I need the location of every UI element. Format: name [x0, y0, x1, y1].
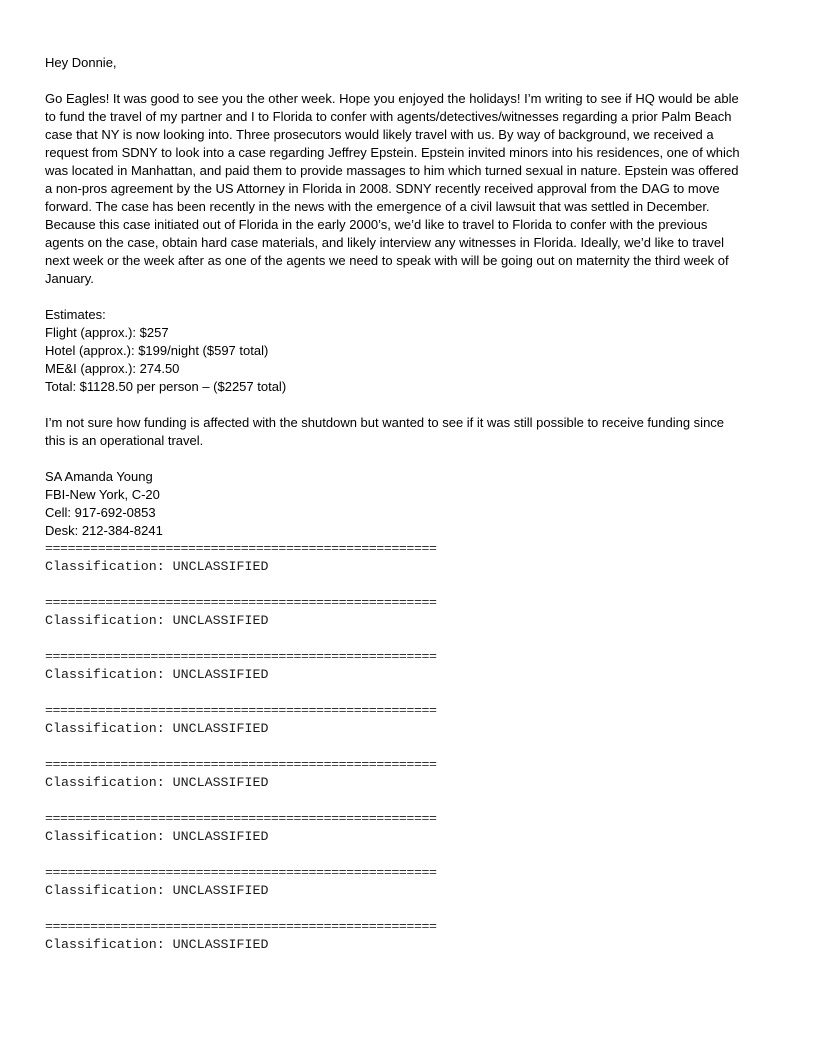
classification-label: Classification: UNCLASSIFIED	[45, 829, 269, 844]
classification-label: Classification: UNCLASSIFIED	[45, 613, 269, 628]
signature-office: FBI-New York, C-20	[45, 487, 160, 502]
email-document	[45, 54, 771, 972]
classification-banner	[45, 918, 771, 954]
classification-banner	[45, 648, 771, 684]
classification-label: Classification: UNCLASSIFIED	[45, 721, 269, 736]
classification-label: Classification: UNCLASSIFIED	[45, 937, 269, 952]
banner-rule: ====================================================	[45, 865, 437, 880]
body-line: Because this case initiated out of Florida in the early 2000’s, we’d like to travel to Florida to confer with the previous	[45, 217, 708, 232]
body-line: was located in Manhattan, and paid them to provide massages to him which turned sexual in nature. Epstein was offered	[45, 163, 739, 178]
banner-rule: ====================================================	[45, 757, 437, 772]
classification-banner	[45, 540, 771, 576]
body-line: January.	[45, 271, 94, 286]
body-line: request from SDNY to look into a case regarding Jeffrey Epstein. Epstein invited minors into his residences, one of which	[45, 145, 740, 160]
estimate-mei: ME&I (approx.): 274.50	[45, 361, 180, 376]
banner-rule: ====================================================	[45, 811, 437, 826]
signature-cell: Cell: 917-692-0853	[45, 505, 156, 520]
funding-line: this is an operational travel.	[45, 433, 204, 448]
classification-banner	[45, 864, 771, 900]
banner-rule: ====================================================	[45, 541, 437, 556]
classification-banner	[45, 810, 771, 846]
classification-banner	[45, 594, 771, 630]
body-line: case that NY is now looking into. Three prosecutors would likely travel with us. By way of background, we received a	[45, 127, 714, 142]
banner-rule: ====================================================	[45, 595, 437, 610]
classification-label: Classification: UNCLASSIFIED	[45, 667, 269, 682]
body-line: agents on the case, obtain hard case materials, and likely interview any witnesses in Florida. Ideally, we’d like to travel	[45, 235, 724, 250]
estimates-heading: Estimates:	[45, 307, 106, 322]
body-paragraph	[45, 90, 771, 288]
classification-label: Classification: UNCLASSIFIED	[45, 559, 269, 574]
signature-name: SA Amanda Young	[45, 469, 153, 484]
greeting-text: Hey Donnie,	[45, 55, 117, 70]
body-line: a non-pros agreement by the US Attorney in Florida in 2008. SDNY recently received approval from the DAG to move	[45, 181, 720, 196]
estimate-flight: Flight (approx.): $257	[45, 325, 169, 340]
funding-line: I’m not sure how funding is affected with the shutdown but wanted to see if it was still possible to receive funding since	[45, 415, 725, 430]
banner-rule: ====================================================	[45, 919, 437, 934]
body-line: Go Eagles! It was good to see you the other week. Hope you enjoyed the holidays! I’m writing to see if HQ would be able	[45, 91, 739, 106]
body-line: to fund the travel of my partner and I to Florida to confer with agents/detectives/witnesses regarding a prior Palm Beach	[45, 109, 732, 124]
banner-rule: ====================================================	[45, 703, 437, 718]
classification-banners	[45, 540, 771, 954]
banner-rule: ====================================================	[45, 649, 437, 664]
funding-paragraph	[45, 414, 771, 450]
estimate-hotel: Hotel (approx.): $199/night ($597 total)	[45, 343, 269, 358]
signature-block	[45, 468, 771, 540]
classification-label: Classification: UNCLASSIFIED	[45, 775, 269, 790]
greeting	[45, 54, 771, 72]
estimate-total: Total: $1128.50 per person – ($2257 total)	[45, 379, 287, 394]
classification-label: Classification: UNCLASSIFIED	[45, 883, 269, 898]
signature-desk: Desk: 212-384-8241	[45, 523, 163, 538]
classification-banner	[45, 756, 771, 792]
body-line: next week or the week after as one of the agents we need to speak with will be going out on maternity the third week of	[45, 253, 729, 268]
classification-banner	[45, 702, 771, 738]
estimates-block	[45, 306, 771, 396]
body-line: forward. The case has been recently in the news with the emergence of a civil lawsuit that was settled in December.	[45, 199, 710, 214]
